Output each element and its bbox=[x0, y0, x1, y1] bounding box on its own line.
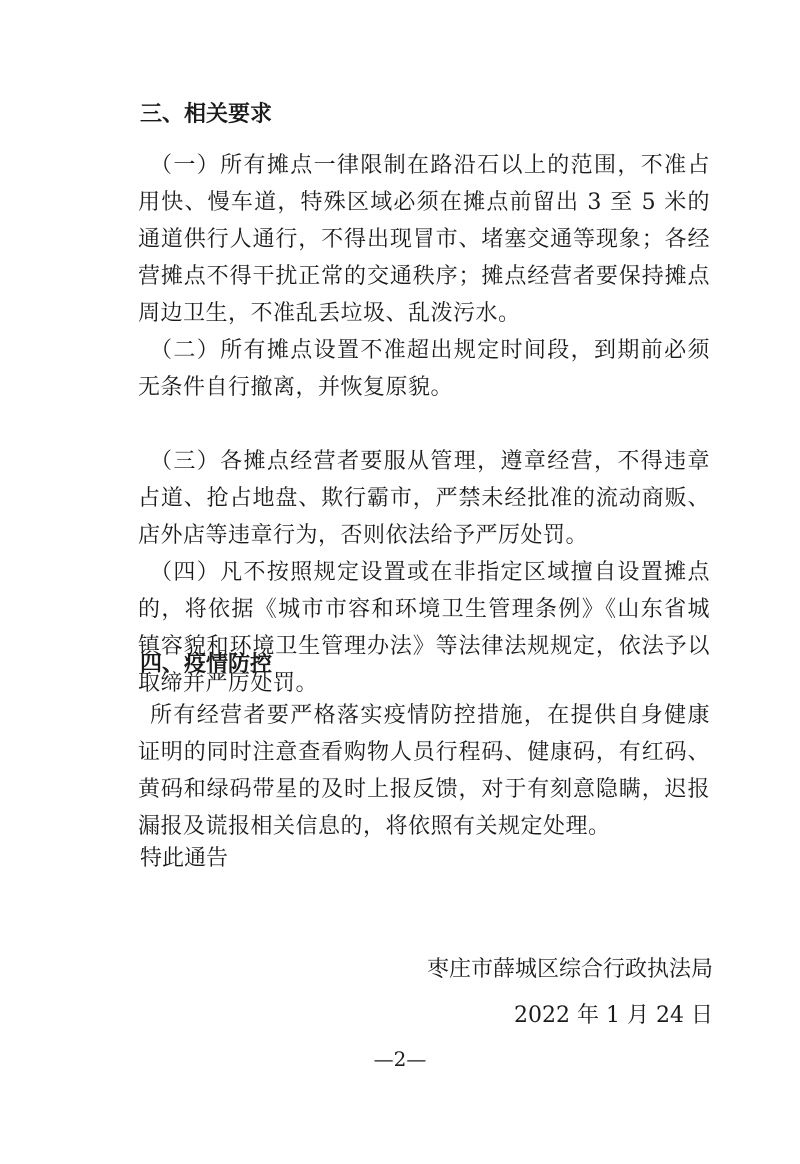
issuer-name: 枣庄市薛城区综合行政执法局 bbox=[426, 957, 713, 982]
issue-date: 2022 年 1 月 24 日 bbox=[514, 1003, 713, 1028]
section-4-paragraph-1: 所有经营者要严格落实疫情防控措施，在提供自身健康证明的同时注意查看购物人员行程码、健康码，有红码、黄码和绿码带星的及时上报反馈，对于有刻意隐瞒，迟报漏报及谎报相关信息的，将依照有关规定处理。 bbox=[138, 703, 710, 839]
page-number: —2— bbox=[373, 1047, 427, 1071]
section-3-paragraph-3: （三）各摊点经营者要服从管理，遵章经营，不得违章占道、抢占地盘、欺行霸市，严禁未经批准的流动商贩、店外店等违章行为，否则依法给予严厉处罚。 bbox=[138, 449, 710, 548]
section-3-paragraph-2: （二）所有摊点设置不准超出规定时间段，到期前必须无条件自行撤离，并恢复原貌。 bbox=[138, 338, 710, 400]
section-4-heading: 四、疫情防控 bbox=[140, 652, 273, 677]
section-3-paragraph-4: （四）凡不按照规定设置或在非指定区域擅自设置摊点的，将依据《城市市容和环境卫生管理条例》《山东省城镇容貌和环境卫生管理办法》等法律法规规定，依法予以取缔并严厉处罚。 bbox=[138, 560, 710, 696]
section-3-heading: 三、相关要求 bbox=[140, 102, 273, 127]
closing-notice: 特此通告 bbox=[140, 846, 229, 871]
section-3-paragraph-1: （一）所有摊点一律限制在路沿石以上的范围，不准占用快、慢车道，特殊区域必须在摊点前留出 3 至 5 米的通道供行人通行，不得出现冒市、堵塞交通等现象；各经营摊点不得干扰正常的交通秩序；摊点经营者要保持摊点周边卫生，不准乱丢垃圾、乱泼污水。 bbox=[138, 153, 710, 326]
